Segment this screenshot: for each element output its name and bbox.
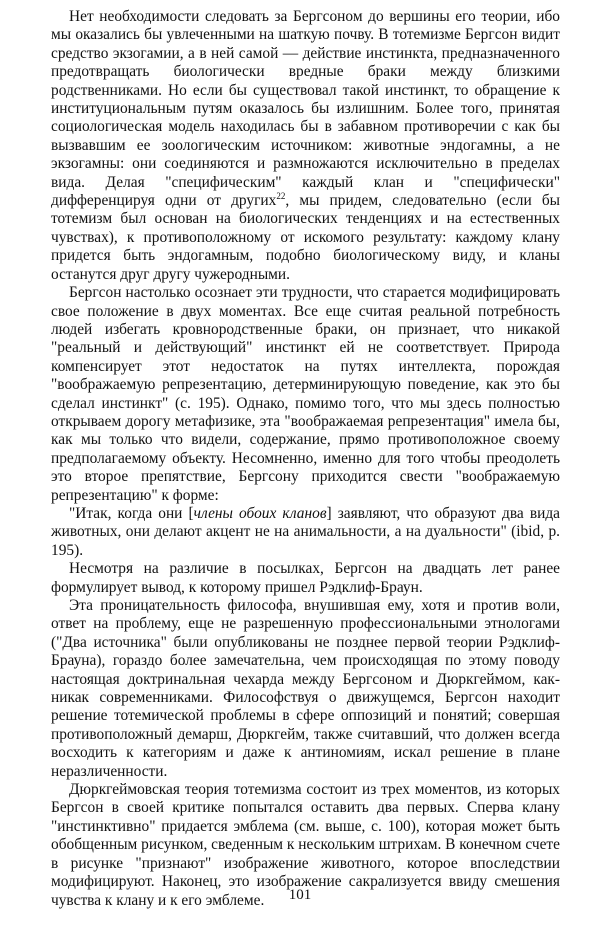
- quote-after: ] заявляют, что образуют два вида животных, они делают акцент не на анимальности, а на дуальности" (ibid, p. 195).: [51, 504, 560, 559]
- quote-before: "Итак, когда они [: [69, 504, 194, 522]
- paragraph: Несмотря на различие в посылках, Бергсон на двадцать лет ранее формулирует вывод, к которому пришел Рэдклиф-Браун.: [51, 560, 560, 596]
- paragraph-1-text: Нет необходимости следовать за Бергсоном до вершины его теории, ибо мы оказались бы увлеченными на шаткую почву. В тотемизме Бергсон видит средство экзогамии, а в ней самой — действие инстинкта, предназначенного предотвращать биологически вредные браки между близкими родственниками. Но если бы существовал такой инстинкт, то обращение к институциональным путям оказалось бы излишним. Более того, принятая социологическая модель находилась бы в забавном противоречии с как бы вызвавшим ее зоологическим источником: животные эндогамны, а не экзогамны: они соединяются и размножаются исключительно в пределах вида. Делая "специфическим" каждый клан и "специфически" дифференцируя одни от других: [51, 8, 560, 210]
- body-text: [51, 8, 560, 910]
- paragraph: Дюркгеймовская теория тотемизма состоит из трех моментов, из которых Бергсон в своей критике попытался оставить два первых. Сперва клану "инстинктивно" придается эмблема (см. выше, с. 100), которая может быть обобщенным рисунком, сведенным к нескольким штрихам. В конечном счете в рисунке "признают" изображение животного, которое впоследствии модифицируют. Наконец, это изображение сакрализуется ввиду смешения чувства к клану и к его эмблеме.: [51, 781, 560, 909]
- paragraph: [51, 8, 560, 284]
- paragraph: Бергсон настолько осознает эти трудности, что старается модифицировать свое положение в двух моментах. Все еще считая реальной потребность людей избегать кровнородственные браки, он признает, что никакой "реальный и действующий" инстинкт ей не соответствует. Природа компенсирует этот недостаток на путях интеллекта, порождая "воображаемую репрезентацию, детерминирующую поведение, как это бы сделал инстинкт" (с. 195). Однако, помимо того, что мы здесь полностью открываем дорогу метафизике, эта "воображаемая репрезентация" имела бы, как мы только что видели, содержание, прямо противоположное своему предполагаемому объекту. Несомненно, именно для того чтобы преодолеть это второе препятствие, Бергсону приходится свести "воображаемую репрезентацию" к форме:: [51, 284, 560, 504]
- quote-italic: члены обоих кланов: [193, 504, 327, 522]
- block-quote: [51, 505, 560, 560]
- footnote-ref: 22: [276, 190, 286, 201]
- paragraph-1-tail: , мы придем, следовательно (если бы тотемизм был основан на биологических тенденциях и на естественных чувствах), к противоположному от искомого результату: каждому клану придется быть эндогамным, подобно биологическому виду, и кланы останутся друг другу чужеродными.: [51, 192, 560, 283]
- paragraph: Эта проницательность философа, внушившая ему, хотя и против воли, ответ на проблему, еще не разрешенную профессиональными этнологами ("Два источника" были опубликованы не позднее первой теории Рэдклиф-Брауна), гораздо более замечательна, чем происходящая по этому поводу настоящая доктринальная чехарда между Бергсоном и Дюркгеймом, как-никак современниками. Философствуя о движущемся, Бергсон находит решение тотемической проблемы в сфере оппозиций и понятий; совершая противоположный демарш, Дюркгейм, также считавший, что должен всегда восходить к категориям и даже к антиномиям, искал решение в плане неразличенности.: [51, 597, 560, 780]
- page-number: 101: [288, 887, 312, 903]
